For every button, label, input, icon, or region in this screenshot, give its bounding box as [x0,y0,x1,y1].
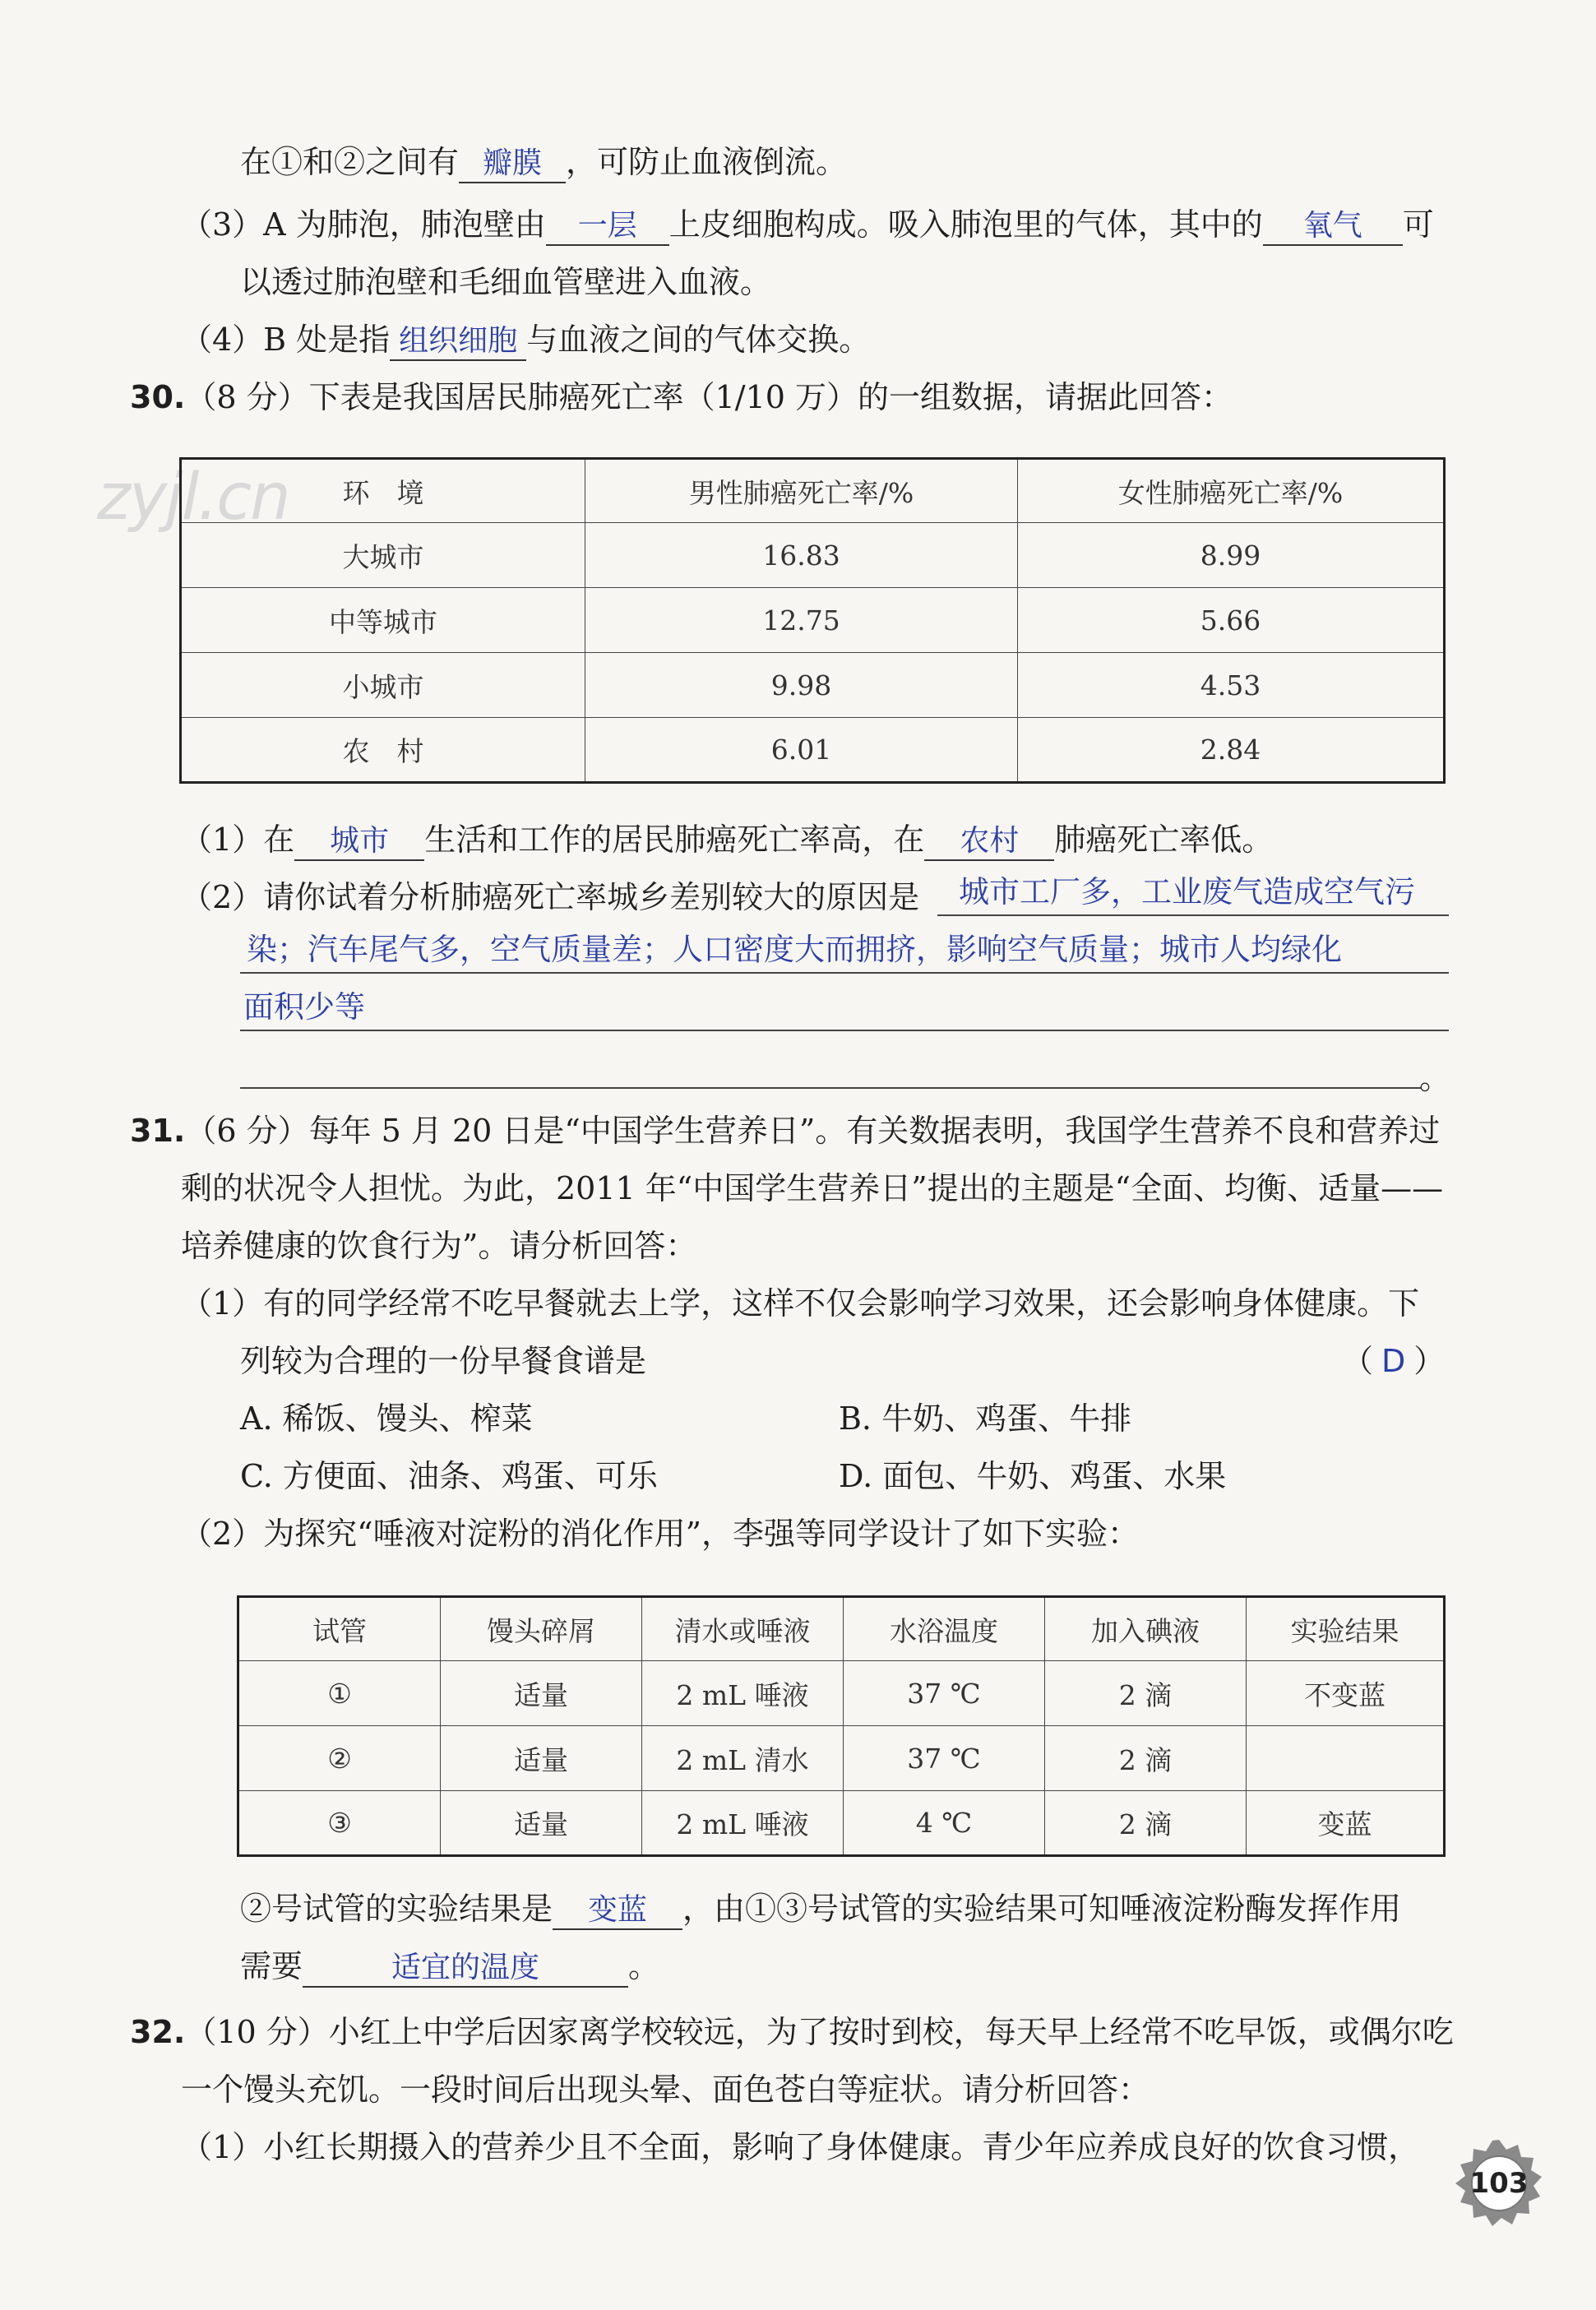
q29-answer-one-layer: 一层 [546,208,669,246]
table-cell: 2 mL 唾液 [642,1791,844,1856]
q30-answer-line3: 面积少等 [243,989,365,1025]
table-cell: 2 滴 [1045,1791,1247,1856]
q30-number: 30. [130,379,186,415]
table-cell: 中等城市 [181,588,585,653]
table-header: 实验结果 [1247,1597,1445,1661]
table-header: 水浴温度 [844,1597,1045,1661]
saliva-experiment-table [237,1595,1446,1857]
table-cell: 12.75 [585,588,1018,653]
q31-answer-choice: D [1381,1343,1406,1379]
q31-answer-temperature: 适宜的温度 [303,1950,628,1988]
table-cell: 适量 [441,1791,642,1856]
answer-underline [240,1030,1449,1031]
q31-stem-line3: 培养健康的饮食行为”。请分析回答： [181,1228,697,1264]
q31-part1-line1: （1）有的同学经常不吃早餐就去上学，这样不仅会影响学习效果，还会影响身体健康。下 [181,1285,1420,1322]
option-a: A. 稀饭、馒头、榨菜 [240,1400,533,1437]
page-number: 103 [1469,2167,1529,2200]
option-b: B. 牛奶、鸡蛋、牛排 [839,1400,1132,1437]
q32-number: 32. [130,2014,186,2050]
q30-answer-city: 城市 [294,823,424,861]
q32-stem-line1: 32.（10 分）小红上中学后因家离学校较远，为了按时到校，每天早上经常不吃早饭，或偶尔吃 [130,2014,1454,2050]
answer-underline [240,1087,1421,1089]
table-header-row [238,1597,1445,1661]
table-header: 女性肺癌死亡率/% [1018,459,1445,523]
table-row [181,718,1445,783]
lung-cancer-table [179,457,1446,784]
q31-result-line2: 需要 适宜的温度 。 [240,1946,659,1988]
table-row [238,1791,1445,1856]
table-header: 清水或唾液 [642,1597,844,1661]
table-cell: ① [238,1661,441,1726]
q29-line1: 在①和②之间有 瓣膜 ，可防止血液倒流。 [240,141,847,183]
q32-stem-line2: 一个馒头充饥。一段时间后出现头晕、面色苍白等症状。请分析回答： [181,2072,1150,2108]
q29-answer-valve: 瓣膜 [459,146,566,183]
table-row [238,1726,1445,1791]
option-d: D. 面包、牛奶、鸡蛋、水果 [839,1458,1227,1494]
table-cell: 不变蓝 [1247,1661,1445,1726]
table-cell [1247,1726,1445,1791]
q31-part2: （2）为探究“唾液对淀粉的消化作用”，李强等同学设计了如下实验： [181,1516,1140,1552]
table-cell: 9.98 [585,653,1018,718]
table-cell: 5.66 [1018,588,1445,653]
table-cell: 2 mL 清水 [642,1726,844,1791]
q30-stem: 30.（8 分）下表是我国居民肺癌死亡率（1/10 万）的一组数据，请据此回答： [130,379,1233,415]
table-row [181,653,1445,718]
table-cell: 变蓝 [1247,1791,1445,1856]
q31-number: 31. [130,1113,186,1149]
table-cell: ② [238,1726,441,1791]
table-header-row [181,459,1445,523]
table-cell: 大城市 [181,523,585,588]
table-cell: 2 滴 [1045,1661,1247,1726]
option-c: C. 方便面、油条、鸡蛋、可乐 [240,1458,658,1494]
table-cell: ③ [238,1791,441,1856]
table-cell: 4 ℃ [844,1791,1045,1856]
q29-part3-line1: （3）A 为肺泡，肺泡壁由 一层 上皮细胞构成。吸入肺泡里的气体，其中的 氧气 可 [181,204,1434,246]
table-header: 男性肺癌死亡率/% [585,459,1018,523]
q30-answer-line2: 染；汽车尾气多，空气质量差；人口密度大而拥挤，影响空气质量；城市人均绿化 [247,932,1342,967]
q31-stem-line2: 剩的状况令人担忧。为此，2011 年“中国学生营养日”提出的主题是“全面、均衡、适量—— [181,1170,1444,1206]
q29-part4: （4）B 处是指 组织细胞 与血液之间的气体交换。 [181,319,870,361]
q30-part1: （1）在 城市 生活和工作的居民肺癌死亡率高，在 农村 肺癌死亡率低。 [181,819,1273,861]
table-row [181,588,1445,653]
q32-part1: （1）小红长期摄入的营养少且不全面，影响了身体健康。青少年应养成良好的饮食习惯， [181,2129,1420,2165]
table-cell: 2 mL 唾液 [642,1661,844,1726]
table-cell: 37 ℃ [844,1661,1045,1726]
answer-underline [240,972,1449,974]
q30-period: 。 [1419,1060,1451,1096]
table-header: 试管 [238,1597,441,1661]
table-cell: 适量 [441,1726,642,1791]
table-cell: 适量 [441,1661,642,1726]
page-number-badge [1454,2138,1544,2229]
q29-answer-tissue-cells: 组织细胞 [390,323,526,361]
q30-answer-countryside: 农村 [924,823,1054,861]
table-header: 馒头碎屑 [441,1597,642,1661]
table-cell: 农 村 [181,718,585,783]
table-cell: 2.84 [1018,718,1445,783]
table-row [238,1661,1445,1726]
q29-answer-oxygen: 氧气 [1263,208,1403,246]
q31-stem-line1: 31.（6 分）每年 5 月 20 日是“中国学生营养日”。有关数据表明，我国学生营养不良和营养过 [130,1113,1441,1149]
table-cell: 6.01 [585,718,1018,783]
q30-part2: （2）请你试着分析肺癌死亡率城乡差别较大的原因是 [181,879,920,915]
table-cell: 4.53 [1018,653,1445,718]
table-header: 环 境 [181,459,585,523]
table-cell: 37 ℃ [844,1726,1045,1791]
table-cell: 小城市 [181,653,585,718]
table-cell: 2 滴 [1045,1726,1247,1791]
answer-underline [937,914,1449,916]
q31-answer-blue: 变蓝 [553,1892,682,1930]
q31-result-line1: ②号试管的实验结果是 变蓝 ，由①③号试管的实验结果可知唾液淀粉酶发挥作用 [240,1888,1401,1930]
table-header: 加入碘液 [1045,1597,1247,1661]
q29-part3-line2: 以透过肺泡壁和毛细血管壁进入血液。 [240,264,772,300]
q31-part1-line2: 列较为合理的一份早餐食谱是 [240,1343,647,1379]
q30-answer-line1: 城市工厂多，工业废气造成空气污 [959,874,1415,910]
watermark: zyjl.cn [97,461,289,535]
table-cell: 16.83 [585,523,1018,588]
table-cell: 8.99 [1018,523,1445,588]
q31-answer-bracket: （ D ） [1342,1343,1446,1379]
table-row [181,523,1445,588]
